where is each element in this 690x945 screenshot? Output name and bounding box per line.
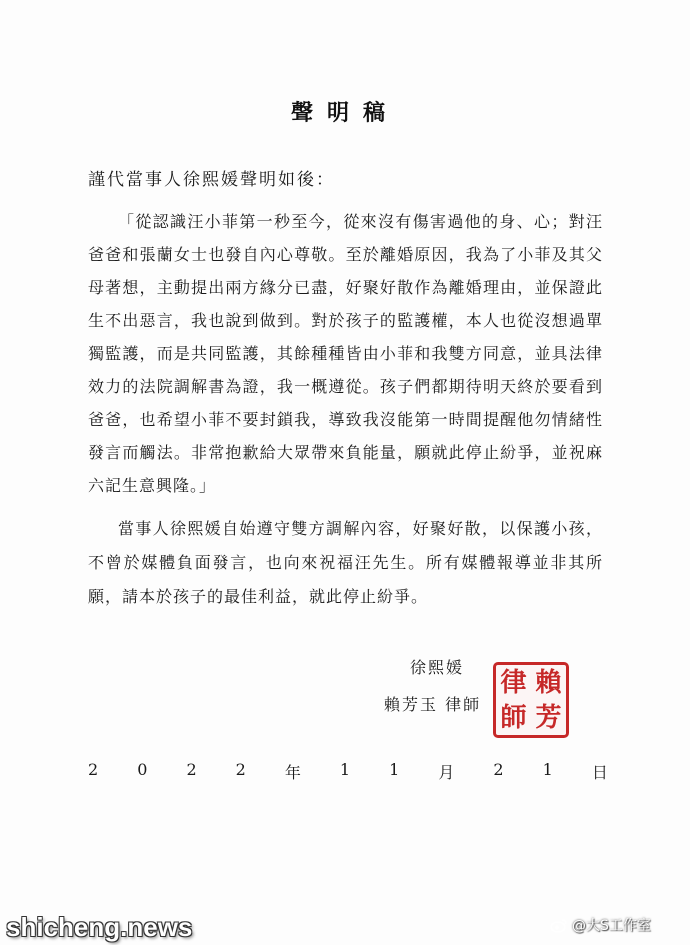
lawyer-signature: 賴芳玉 律師 bbox=[384, 695, 482, 714]
weibo-icon bbox=[550, 917, 568, 933]
date-month-digit: 1 bbox=[339, 760, 351, 779]
lawyer-seal bbox=[493, 662, 569, 738]
seal-char-2: 賴 bbox=[535, 667, 562, 698]
date-day-digit: 1 bbox=[542, 760, 553, 779]
signer-name: 徐熙媛 bbox=[410, 658, 465, 677]
site-watermark: shicheng.news bbox=[6, 912, 193, 942]
date-month-digit: 1 bbox=[389, 760, 400, 779]
statement-paragraph-2: 當事人徐熙媛自始遵守雙方調解內容，好聚好散，以保護小孩，不曾於媒體負面發言，也向來祝福汪先生。所有媒體報導並非其所願，請本於孩子的最佳利益，就此停止紛爭。 bbox=[88, 519, 603, 606]
date-day-unit: 日 bbox=[591, 763, 608, 782]
date-month-unit: 月 bbox=[438, 763, 455, 782]
statement-quote: 「從認識汪小菲第一秒至今，從來沒有傷害過他的身、心；對汪爸爸和張蘭女士也發自內心尊敬。至於離婚原因，我為了小菲及其父母著想，主動提出兩方緣分已盡，好聚好散作為離婚理由，並保證此生不出惡言，我也說到做到。對於孩子的監護權，本人也從沒想過單獨監護，而是共同監護，其餘種種皆由小菲和我雙方同意，並具法律效力的法院調解書為證，我一概遵從。孩子們都期待明天終於要看到爸爸，也希望小菲不要封鎖我，導致我沒能第一時間提醒他勿情緒性發言而觸法。非常抱歉給大眾帶來負能量，願就此停止紛爭，並祝麻六記生意興隆。」 bbox=[88, 212, 603, 495]
date-year-digit: 2 bbox=[186, 760, 197, 779]
weibo-watermark bbox=[550, 915, 651, 935]
document-title: 聲明稿 bbox=[290, 100, 399, 126]
weibo-account: @大S工作室 bbox=[572, 918, 651, 934]
intro-line: 謹代當事人徐熙媛聲明如後： bbox=[88, 170, 335, 190]
seal-char-3: 師 bbox=[500, 702, 527, 733]
document-date bbox=[88, 760, 608, 783]
date-year-digit: 0 bbox=[137, 760, 148, 779]
date-year-unit: 年 bbox=[284, 763, 301, 782]
seal-char-1: 律 bbox=[500, 667, 527, 698]
seal-char-4: 芳 bbox=[535, 702, 562, 733]
date-year-digit: 2 bbox=[88, 760, 99, 779]
date-year-digit: 2 bbox=[235, 760, 246, 779]
date-day-digit: 2 bbox=[493, 760, 504, 779]
